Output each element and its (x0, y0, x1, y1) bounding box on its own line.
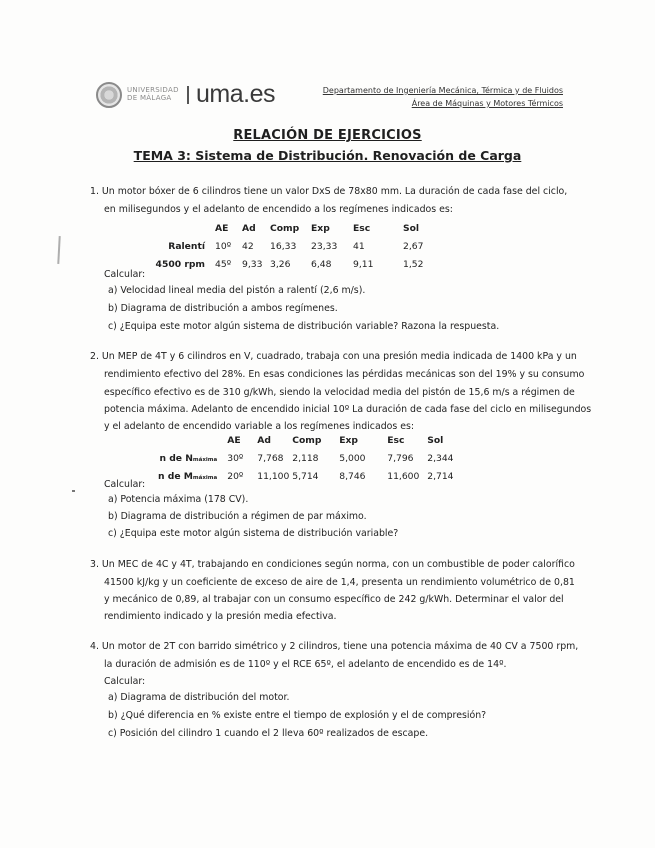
table-cell: 23,33 (311, 240, 338, 252)
exercise-2-line-1: 2. Un MEP de 4T y 6 cilindros en V, cuadrado, trabaja con una presión media indicada de 1400 kPa y un (90, 351, 577, 362)
table-header-row (158, 431, 454, 449)
exercise-2-line-2: rendimiento efectivo del 28%. En esas condiciones las pérdidas mecánicas son del 19% y su consumo (104, 369, 585, 380)
table-cell: 9,33 (242, 258, 263, 270)
exercise-4-item-b: b) ¿Qué diferencia en % existe entre el tiempo de explosión y el de compresión? (108, 710, 487, 721)
exercise-3-line-3: y mecánico de 0,89, al trabajar con un consumo específico de 242 g/kWh. Determinar el valor del (104, 594, 564, 605)
col-header: Esc (387, 434, 405, 446)
exercise-3-line-4: rendimiento indicado y la presión media efectiva. (104, 611, 337, 622)
table-cell: 7,796 (387, 452, 414, 464)
row-label: n de Mmáxima (158, 470, 218, 482)
table-cell: 2,67 (403, 240, 424, 252)
exercise-1-table (155, 219, 423, 273)
table-cell: 5,000 (339, 452, 366, 464)
exercise-1-calc-label: Calcular: (104, 269, 146, 280)
table-cell: 10º (215, 240, 232, 252)
exercise-2-line-3: específico efectivo es de 310 g/kWh, siendo la velocidad media del pistón de 15,6 m/s a régimen de (104, 387, 575, 398)
col-header: Ad (242, 222, 256, 234)
exercise-4-line-2: la duración de admisión es de 110º y el RCE 65º, el adelanto de encendido es de 14º. (104, 659, 507, 670)
table-cell: 2,714 (427, 470, 454, 482)
table-cell: 11,100 (257, 470, 290, 482)
table-cell: 45º (215, 258, 232, 270)
scan-dot (72, 490, 75, 492)
table-cell: 8,746 (339, 470, 366, 482)
document-title: RELACIÓN DE EJERCICIOS (233, 128, 422, 143)
exercise-4-calc-label: Calcular: (104, 676, 146, 687)
table-header-row (155, 219, 423, 237)
exercise-2-line-5: y el adelanto de encendido variable a los regímenes indicados es: (104, 421, 415, 432)
col-header: Exp (339, 434, 358, 446)
exercise-2-item-c: c) ¿Equipa este motor algún sistema de distribución variable? (108, 528, 399, 539)
row-label: n de Nmáxima (159, 452, 218, 464)
table-cell: 2,118 (292, 452, 319, 464)
row-label: Ralentí (168, 240, 205, 252)
col-header: AE (215, 222, 229, 234)
table-cell: 42 (242, 240, 254, 252)
col-header: Exp (311, 222, 330, 234)
col-header: Ad (257, 434, 271, 446)
exercise-3-line-1: 3. Un MEC de 4C y 4T, trabajando en condiciones según norma, con un combustible de poder calorífico (90, 559, 575, 570)
exercise-2-table (158, 431, 454, 485)
table-row (158, 449, 454, 467)
exercise-1-line-2: en milisegundos y el adelanto de encendido a los regímenes indicados es: (104, 204, 453, 215)
university-name: UNIVERSIDAD DE MÁLAGA (127, 86, 179, 102)
table-row (158, 467, 454, 485)
table-cell: 41 (353, 240, 365, 252)
table-cell: 1,52 (403, 258, 424, 270)
table-cell: 6,48 (311, 258, 332, 270)
exercise-4-line-1: 4. Un motor de 2T con barrido simétrico y 2 cilindros, tiene una potencia máxima de 40 CV a 7500 rpm, (90, 641, 579, 652)
exercise-1-item-a: a) Velocidad lineal media del pistón a ralentí (2,6 m/s). (108, 285, 366, 296)
table-cell: 30º (227, 452, 244, 464)
table-cell: 7,768 (257, 452, 284, 464)
exercise-2-item-b: b) Diagrama de distribución a régimen de par máximo. (108, 511, 367, 522)
logo-divider (187, 86, 189, 104)
table-cell: 3,26 (270, 258, 291, 270)
col-header: AE (227, 434, 241, 446)
exercise-3-line-2: 41500 kJ/kg y un coeficiente de exceso de aire de 1,4, presenta un rendimiento volumétrico de 0,81 (104, 577, 575, 588)
table-cell: 16,33 (270, 240, 297, 252)
col-header: Esc (353, 222, 371, 234)
table-row (155, 255, 423, 273)
area-name: Área de Máquinas y Motores Térmicos (411, 99, 563, 108)
pen-mark (57, 236, 60, 264)
exercise-4-item-c: c) Posición del cilindro 1 cuando el 2 lleva 60º realizados de escape. (108, 728, 429, 739)
table-cell: 5,714 (292, 470, 319, 482)
table-cell: 20º (227, 470, 244, 482)
row-label: 4500 rpm (155, 258, 205, 270)
col-header: Comp (270, 222, 300, 234)
exercise-1-line-1: 1. Un motor bóxer de 6 cilindros tiene un valor DxS de 78x80 mm. La duración de cada fase del ciclo, (90, 186, 568, 197)
exercise-4-item-a: a) Diagrama de distribución del motor. (108, 692, 290, 703)
university-seal-icon (96, 82, 122, 108)
table-row (155, 237, 423, 255)
col-header: Sol (403, 222, 420, 234)
department-info (323, 84, 563, 110)
table-cell: 11,600 (387, 470, 420, 482)
document-subtitle: TEMA 3: Sistema de Distribución. Renovación de Carga (133, 148, 522, 163)
exercise-2-item-a: a) Potencia máxima (178 CV). (108, 494, 249, 505)
exercise-2-line-4: potencia máxima. Adelanto de encendido inicial 10º La duración de cada fase del ciclo en milisegundos (104, 404, 592, 415)
col-header: Comp (292, 434, 322, 446)
table-cell: 9,11 (353, 258, 374, 270)
exercise-2-calc-label: Calcular: (104, 479, 146, 490)
table-cell: 2,344 (427, 452, 454, 464)
exercise-1-item-c: c) ¿Equipa este motor algún sistema de distribución variable? Razona la respuesta. (108, 321, 500, 332)
uma-logo: uma.es (196, 80, 275, 108)
col-header: Sol (427, 434, 444, 446)
exercise-1-item-b: b) Diagrama de distribución a ambos regímenes. (108, 303, 338, 314)
department-name: Departamento de Ingeniería Mecánica, Térmica y de Fluidos (322, 86, 563, 95)
